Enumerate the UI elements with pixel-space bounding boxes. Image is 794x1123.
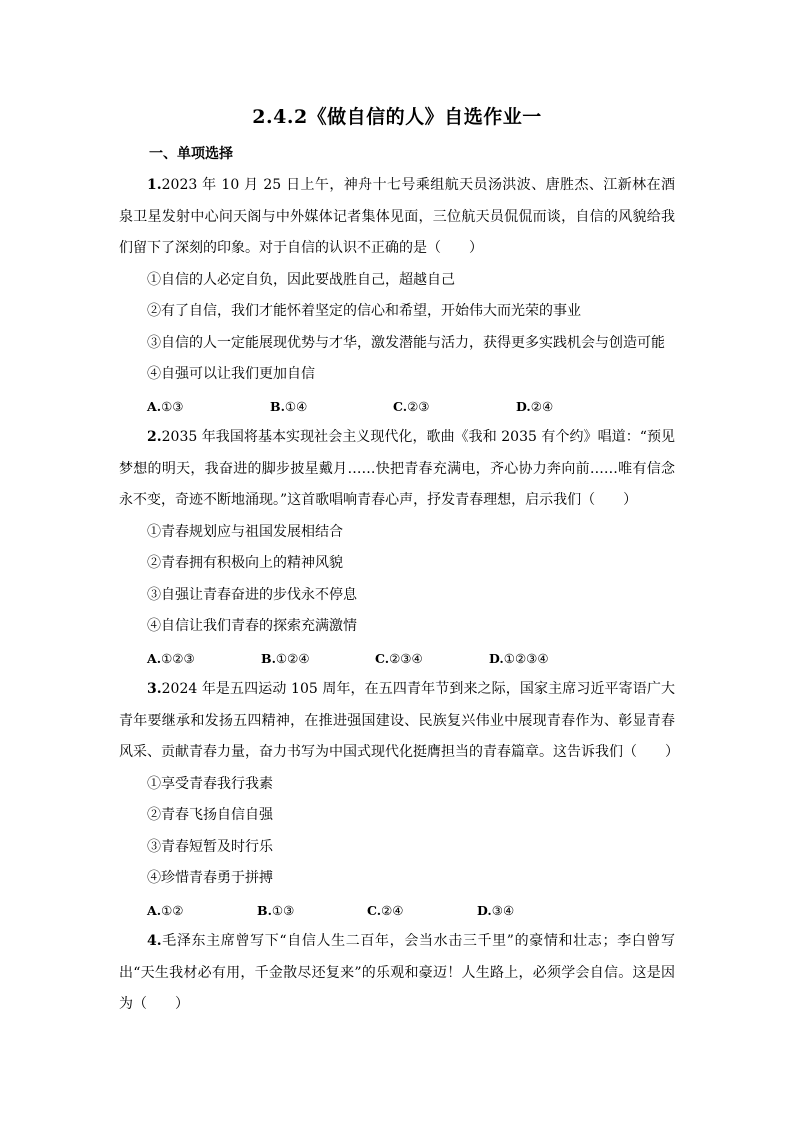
statement-item: ①享受青春我行我素 <box>147 775 273 792</box>
option-text: ②③ <box>407 398 430 414</box>
option-a[interactable] <box>147 895 257 927</box>
option-text: ②③④ <box>389 650 423 666</box>
option-text: ①②④ <box>275 650 310 666</box>
option-letter: C. <box>393 398 408 414</box>
statement-item: ③青春短暂及时行乐 <box>147 838 273 855</box>
option-letter: D. <box>477 902 492 918</box>
question-text: 毛泽东主席曾写下“自信人生二百年，会当水击三千里”的豪情和壮志；李白曾写出“天生我材必有用，千金散尽还复来”的乐观和豪迈！人生路上，必须学会自信。这是因为（ ） <box>119 933 675 1012</box>
statement-item: ③自信的人一定能展现优势与才华，激发潜能与活力，获得更多实践机会与创造可能 <box>147 334 665 351</box>
statement-item: ④珍惜青春勇于拼搏 <box>147 870 273 886</box>
question-stem <box>119 674 679 769</box>
question-number: 1. <box>147 177 162 193</box>
statement-item: ④自信让我们青春的探索充满激情 <box>147 618 357 634</box>
option-text: ①④ <box>284 398 308 414</box>
question-stem <box>119 170 675 265</box>
document-title: 2.4.2《做自信的人》自选作业一 <box>252 106 542 128</box>
option-text: ②④ <box>381 902 404 918</box>
statement-item: ③自强让青春奋进的步伐永不停息 <box>147 586 357 603</box>
question-stem <box>119 422 675 517</box>
option-b[interactable] <box>261 643 375 675</box>
question-text: 2024 年是五四运动 105 周年，在五四青年节到来之际，国家主席习近平寄语广大青年要继承和发扬五四精神，在推进强国建设、民族复兴伟业中展现青春作为、彰显青春风采、贡献青春力量，奋力书写为中国式现代化挺膺担当的青春篇章。这告诉我们（ ） <box>119 681 679 760</box>
option-letter: A. <box>147 650 162 666</box>
question-text: 2023 年 10 月 25 日上午，神舟十七号乘组航天员汤洪波、唐胜杰、江新林在酒泉卫星发射中心问天阁与中外媒体记者集体见面，三位航天员侃侃而谈，自信的风貌给我们留下了深刻的印象。对于自信的认识不正确的是（ ） <box>119 177 675 256</box>
option-letter: B. <box>270 398 285 414</box>
option-text: ③④ <box>491 902 515 918</box>
option-c[interactable] <box>375 643 489 675</box>
option-d[interactable] <box>477 895 587 927</box>
option-d[interactable] <box>489 643 603 675</box>
statement-item: ②有了自信，我们才能怀着坚定的信心和希望，开始伟大而光荣的事业 <box>147 303 581 319</box>
option-letter: B. <box>257 902 272 918</box>
question-text: 2035 年我国将基本实现社会主义现代化，歌曲《我和 2035 有个约》唱道：“预见梦想的明天，我奋进的脚步披星戴月……快把青春充满电，齐心协力奔向前……唯有信念永不变，奇迹不断地涌现。”这首歌唱响青春心声，抒发青春理想，启示我们（ ） <box>119 429 675 508</box>
option-a[interactable] <box>147 643 261 675</box>
option-letter: D. <box>489 650 504 666</box>
statement-item: ②青春飞扬自信自强 <box>147 807 273 823</box>
statement-item: ④自强可以让我们更加自信 <box>147 366 315 382</box>
question-3 <box>119 674 679 926</box>
option-text: ①③ <box>161 398 184 414</box>
answer-options <box>119 895 675 927</box>
option-b[interactable] <box>270 391 393 423</box>
section-heading: 一、单项选择 <box>149 146 233 162</box>
option-text: ①②③④ <box>503 650 549 666</box>
option-c[interactable] <box>393 391 516 423</box>
option-b[interactable] <box>257 895 367 927</box>
answer-options <box>119 643 675 675</box>
option-text: ①②③ <box>161 650 195 666</box>
option-text: ①③ <box>271 902 295 918</box>
question-4 <box>119 926 675 1021</box>
question-number: 2. <box>147 429 162 445</box>
option-letter: A. <box>147 398 162 414</box>
question-number: 4. <box>147 933 162 949</box>
option-a[interactable] <box>147 391 270 423</box>
statement-item: ①自信的人必定自负，因此要战胜自己，超越自己 <box>147 271 455 288</box>
option-c[interactable] <box>367 895 477 927</box>
option-letter: C. <box>375 650 390 666</box>
option-text: ①② <box>161 902 184 918</box>
option-letter: C. <box>367 902 382 918</box>
question-stem <box>119 926 675 1021</box>
question-number: 3. <box>147 681 162 697</box>
option-text: ②④ <box>530 398 554 414</box>
option-letter: B. <box>261 650 276 666</box>
option-letter: A. <box>147 902 162 918</box>
question-2 <box>119 422 675 674</box>
option-letter: D. <box>516 398 531 414</box>
question-list <box>119 170 679 1021</box>
question-1 <box>119 170 675 422</box>
statement-item: ①青春规划应与祖国发展相结合 <box>147 523 343 540</box>
option-d[interactable] <box>516 391 639 423</box>
statement-item: ②青春拥有积极向上的精神风貌 <box>147 555 343 571</box>
answer-options <box>119 391 675 423</box>
